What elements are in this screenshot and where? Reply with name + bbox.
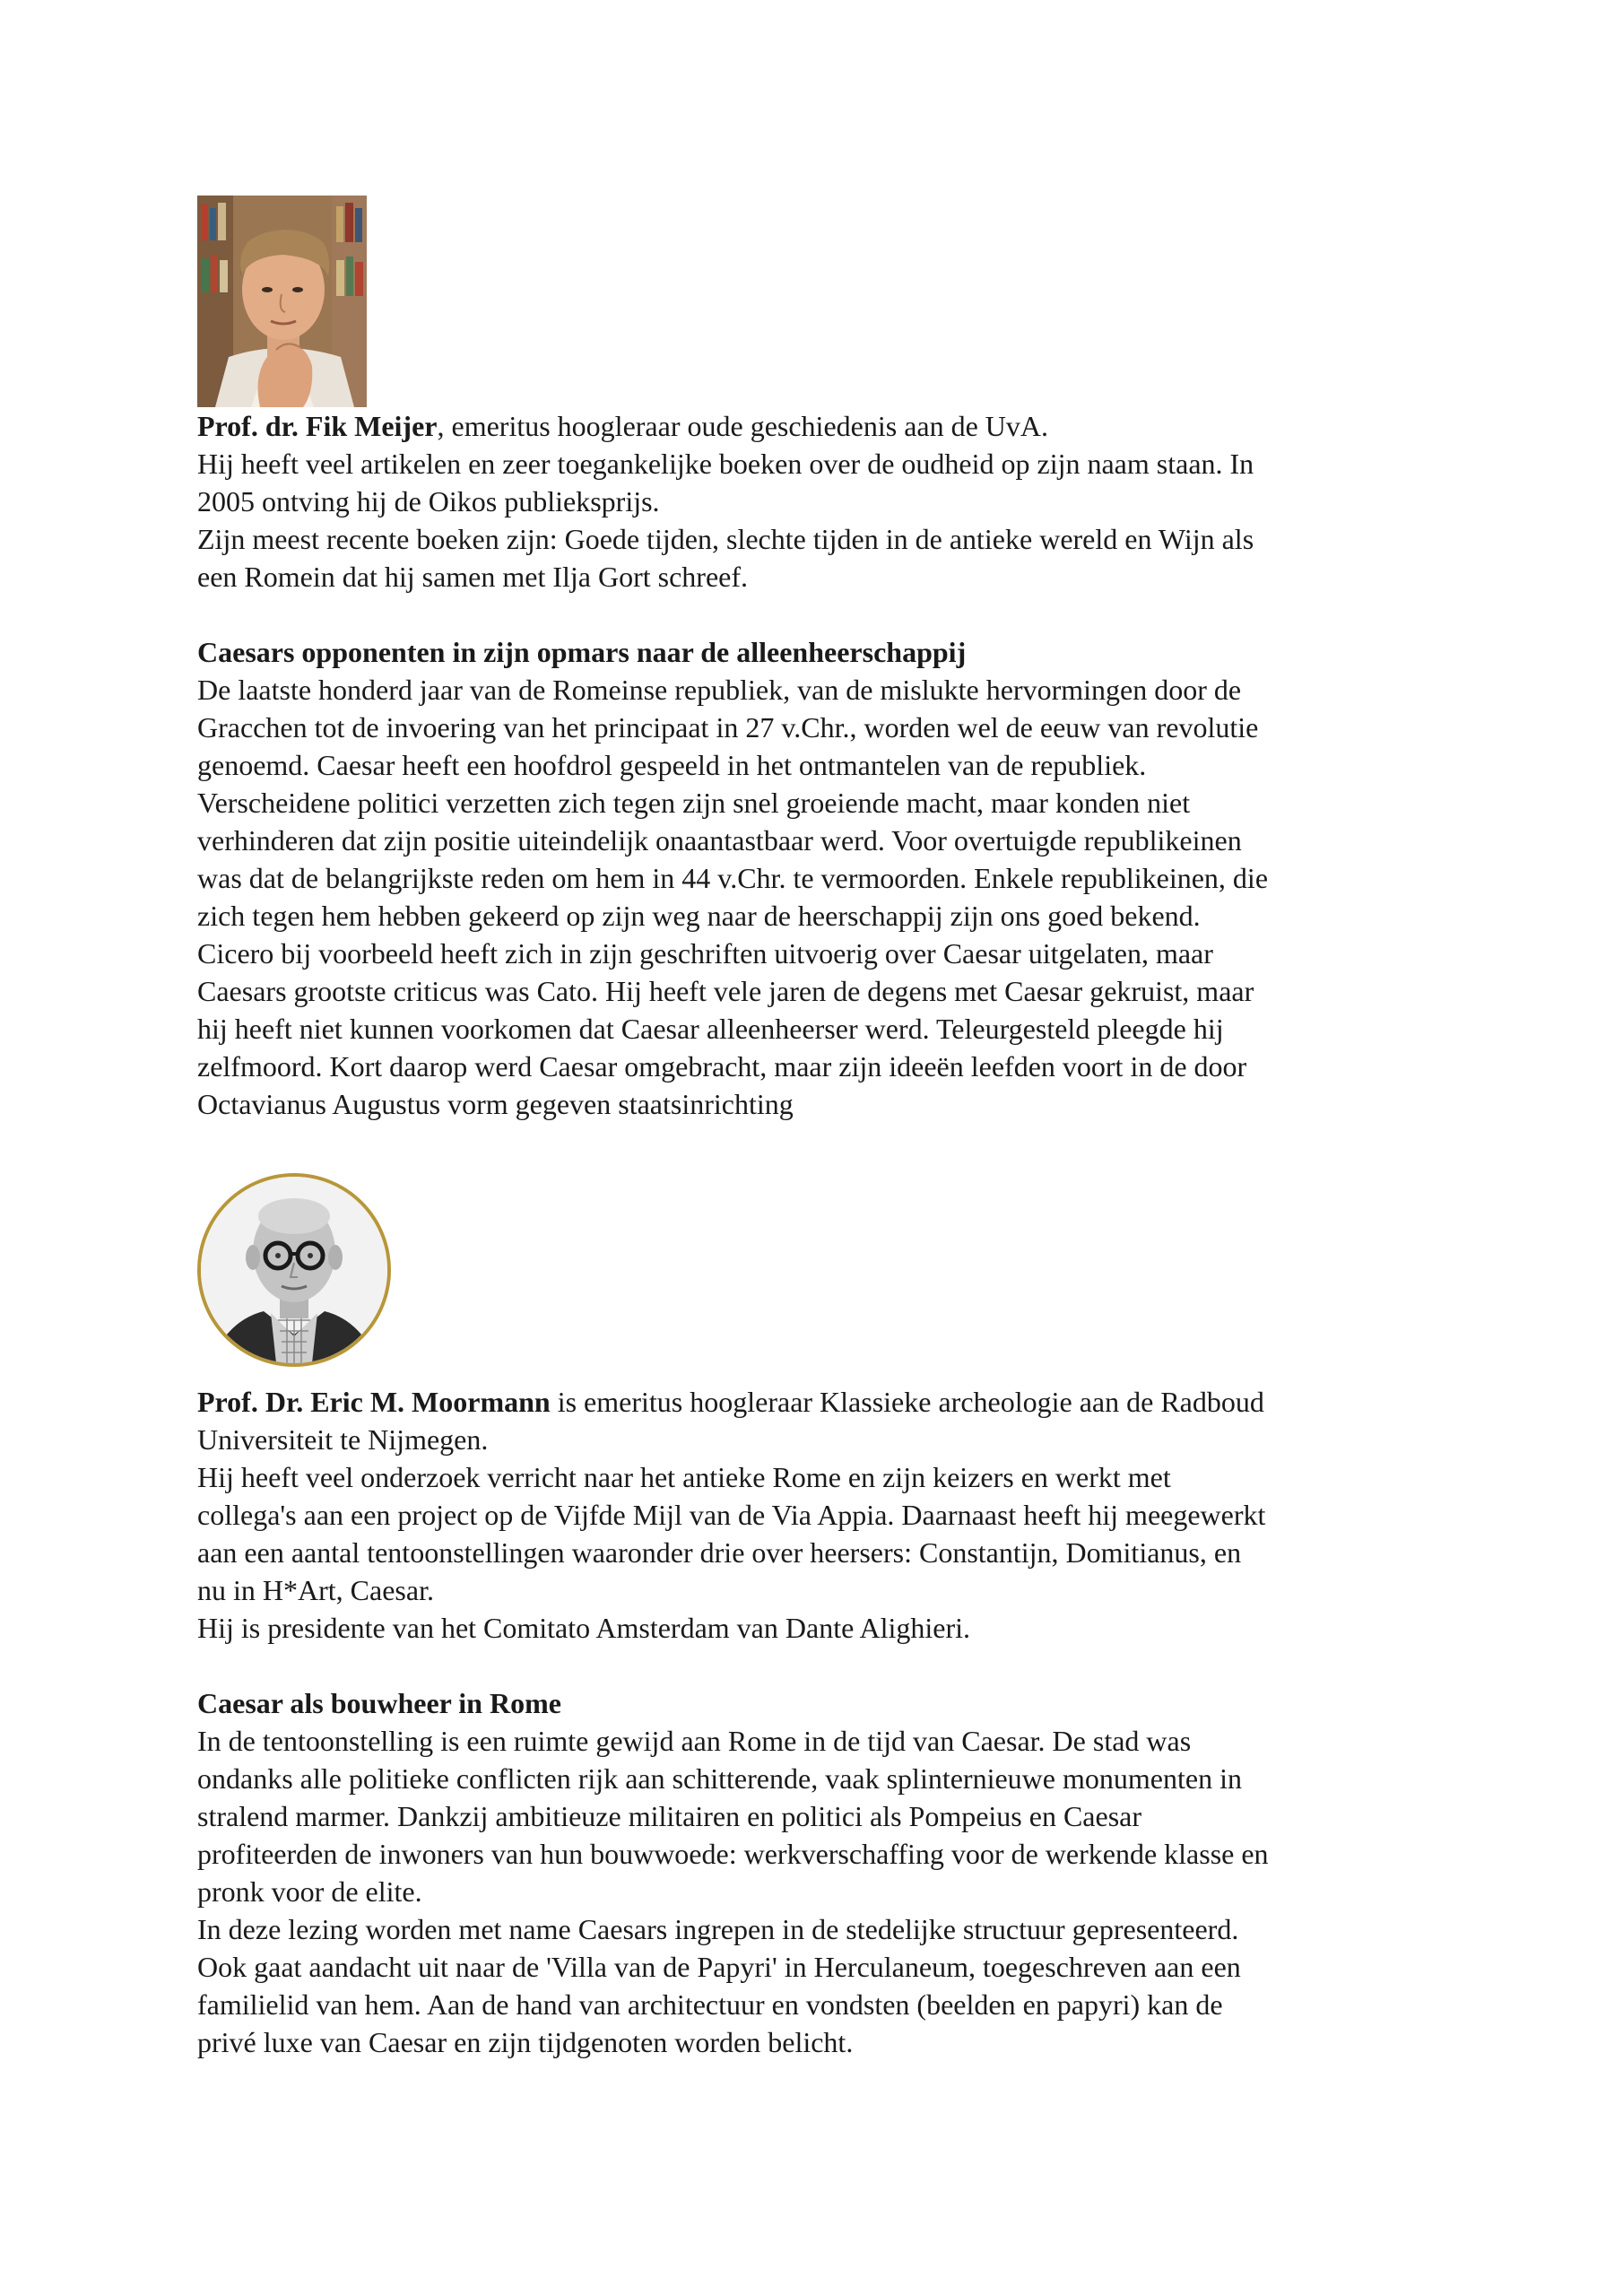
lecture-line: zelfmoord. Kort daarop werd Caesar omgebracht, maar zijn ideeën leefden voort in de door [197, 1050, 1247, 1083]
lecture-line: profiteerden de inwoners van hun bouwwoede: werkverschaffing voor de werkende klasse en [197, 1838, 1269, 1870]
lecture-line: zich tegen hem hebben gekeerd op zijn weg naar de heerschappij zijn ons goed bekend. [197, 900, 1201, 932]
lecture-title: Caesar als bouwheer in Rome [197, 1687, 561, 1719]
person-name: Prof. dr. Fik Meijer [197, 410, 438, 442]
lecture-title: Caesars opponenten in zijn opmars naar de alleenheerschappij [197, 636, 967, 668]
portrait-photo-fik-meijer [197, 196, 367, 407]
bio-line: Zijn meest recente boeken zijn: Goede tijden, slechte tijden in de antieke wereld en Wijn als [197, 523, 1254, 555]
lecture-line: In de tentoonstelling is een ruimte gewijd aan Rome in de tijd van Caesar. De stad was [197, 1725, 1192, 1757]
lecture-line: genoemd. Caesar heeft een hoofdrol gespeeld in het ontmantelen van de republiek. [197, 749, 1147, 781]
lecture-line: stralend marmer. Dankzij ambitieuze militairen en politici als Pompeius en Caesar [197, 1800, 1142, 1832]
lecture-line: In deze lezing worden met name Caesars ingrepen in de stedelijke structuur gepresenteerd. [197, 1913, 1239, 1945]
lecture-line: familielid van hem. Aan de hand van architectuur en vondsten (beelden en papyri) kan de [197, 1988, 1223, 2021]
lecture-line: was dat de belangrijkste reden om hem in 44 v.Chr. te vermoorden. Enkele republikeinen, die [197, 862, 1269, 894]
bio-line: nu in H*Art, Caesar. [197, 1574, 434, 1606]
lecture-line: ondanks alle politieke conflicten rijk aan schitterende, vaak splinternieuwe monumenten in [197, 1762, 1242, 1795]
lecture-line: Ook gaat aandacht uit naar de 'Villa van de Papyri' in Herculaneum, toegeschreven aan een [197, 1951, 1241, 1983]
bio-line: Universiteit te Nijmegen. [197, 1423, 489, 1456]
lecture-line: De laatste honderd jaar van de Romeinse republiek, van de mislukte hervormingen door de [197, 674, 1242, 706]
bio-text: , emeritus hoogleraar oude geschiedenis aan de UvA. [437, 410, 1049, 442]
lecture-line: hij heeft niet kunnen voorkomen dat Caesar alleenheerser werd. Teleurgesteld pleegde hij [197, 1013, 1224, 1045]
bio-text: is emeritus hoogleraar Klassieke archeologie aan de Radboud [550, 1386, 1264, 1418]
bio-line: Hij heeft veel artikelen en zeer toegankelijke boeken over de oudheid op zijn naam staan. In [197, 448, 1254, 480]
portrait-photo-eric-moormann [197, 1173, 391, 1367]
lecture-line: pronk voor de elite. [197, 1875, 422, 1908]
lecture-line: Caesars grootste criticus was Cato. Hij heeft vele jaren de degens met Caesar gekruist, maar [197, 975, 1254, 1007]
lecture-line: Verscheidene politici verzetten zich tegen zijn snel groeiende macht, maar konden niet [197, 787, 1191, 819]
bio-line: Hij heeft veel onderzoek verricht naar het antieke Rome en zijn keizers en werkt met [197, 1461, 1171, 1493]
bio-line: Hij is presidente van het Comitato Amsterdam van Dante Alighieri. [197, 1612, 971, 1644]
bio-line: collega's aan een project op de Vijfde Mijl van de Via Appia. Daarnaast heeft hij meegewerkt [197, 1499, 1266, 1531]
bio-fik-meijer-intro [197, 407, 1471, 445]
document-page [197, 196, 1471, 2061]
lecture-line: Octavianus Augustus vorm gegeven staatsinrichting [197, 1088, 794, 1120]
lecture-line: verhinderen dat zijn positie uiteindelijk onaantastbaar werd. Voor overtuigde republikeinen [197, 824, 1242, 857]
bio-eric-moormann-intro [197, 1383, 1471, 1421]
lecture-line: privé luxe van Caesar en zijn tijdgenoten worden belicht. [197, 2026, 854, 2058]
bio-line: aan een aantal tentoonstellingen waaronder drie over heersers: Constantijn, Domitianus, en [197, 1536, 1242, 1569]
person-name: Prof. Dr. Eric M. Moormann [197, 1386, 551, 1418]
bio-line: 2005 ontving hij de Oikos publieksprijs. [197, 485, 660, 517]
lecture-line: Gracchen tot de invoering van het principaat in 27 v.Chr., worden wel de eeuw van revolutie [197, 711, 1259, 744]
lecture-line: Cicero bij voorbeeld heeft zich in zijn geschriften uitvoerig over Caesar uitgelaten, maar [197, 937, 1213, 970]
bio-line: een Romein dat hij samen met Ilja Gort schreef. [197, 561, 749, 593]
